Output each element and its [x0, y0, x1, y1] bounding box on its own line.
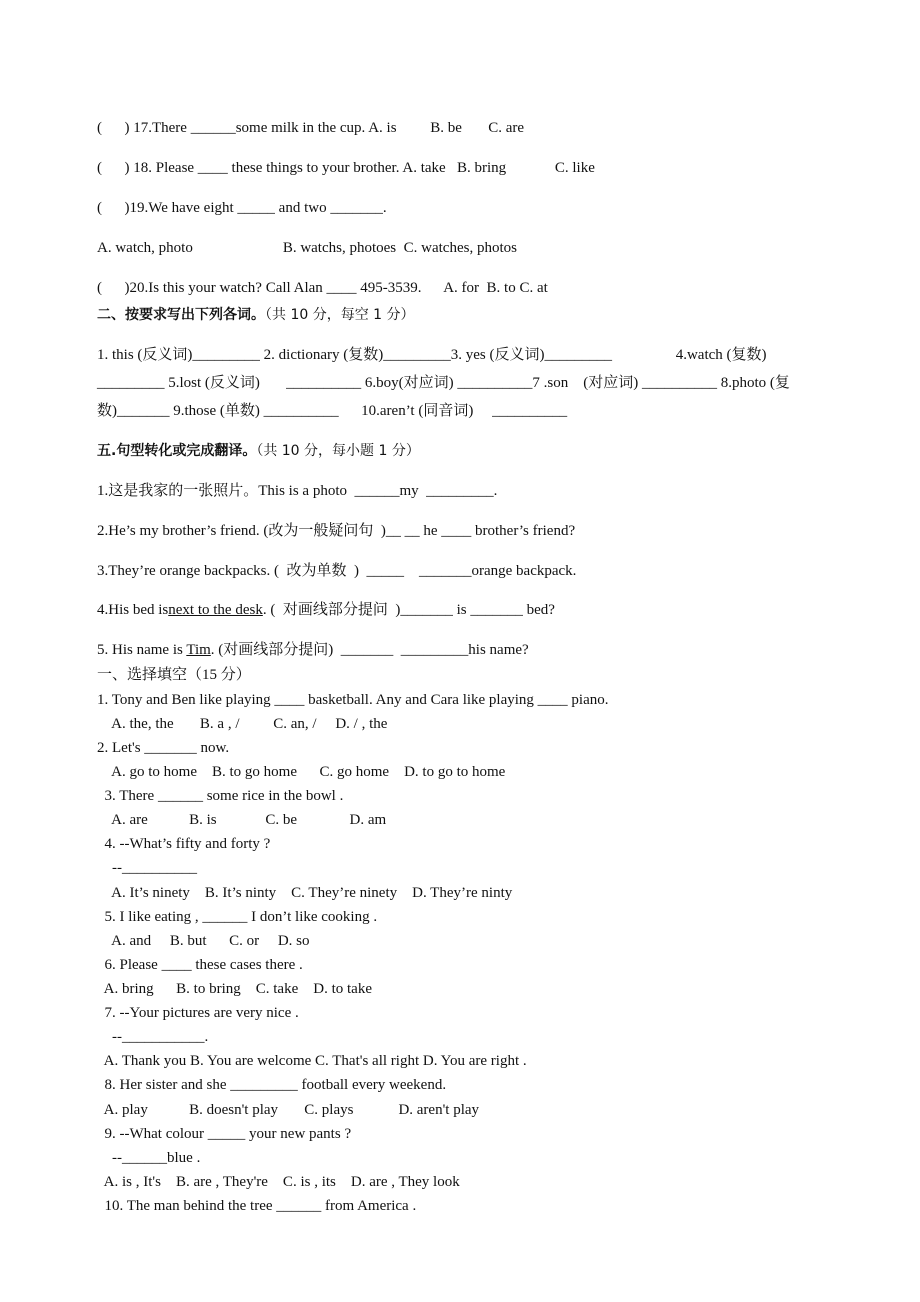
sentence-4-end: . ( 对画线部分提问 )_______ is _______ bed?: [262, 602, 555, 618]
sentence-4-start: 4.His bed is: [97, 602, 169, 618]
section-1-line: A. are B. is C. be D. am: [97, 812, 387, 828]
section-1-line: A. It’s ninety B. It’s ninty C. They’re ninety D. They’re ninty: [97, 885, 513, 901]
section-1-line: A. Thank you B. You are welcome C. That's all right D. You are right .: [97, 1053, 527, 1069]
section-1-line: 5. I like eating , ______ I don’t like cooking .: [97, 909, 378, 925]
section-1-line: --___________.: [97, 1029, 209, 1045]
section-1-line: 7. --Your pictures are very nice .: [97, 1005, 299, 1021]
sentence-5-underlined: Tim: [186, 642, 211, 658]
section-5-title: 五.句型转化或完成翻译。: [97, 443, 257, 459]
sentence-5-end: . (对画线部分提问) _______ _________his name?: [210, 642, 529, 658]
section-1-line: --__________: [97, 860, 197, 876]
sentence-5-start: 5. His name is: [97, 642, 187, 658]
section-1-line: 9. --What colour _____ your new pants ?: [97, 1126, 352, 1142]
section-2-heading: [97, 305, 415, 325]
section-5-sentence-3: 3.They’re orange backpacks. ( 改为单数 ) _____ _______orange backpack.: [97, 563, 577, 579]
question-17: ( ) 17.There ______some milk in the cup. A. is B. be C. are: [97, 120, 525, 136]
section-1-line: 3. There ______ some rice in the bowl .: [97, 788, 344, 804]
section-1-line: 4. --What’s fifty and forty ?: [97, 836, 271, 852]
section-1-line: A. is , It's B. are , They're C. is , its D. are , They look: [97, 1174, 460, 1190]
section-1-line: A. the, the B. a , / C. an, / D. / , the: [97, 716, 388, 732]
section-2-title: 二、按要求写出下列各词。: [97, 307, 265, 323]
section-1-line: A. and B. but C. or D. so: [97, 933, 310, 949]
section-1-line: 10. The man behind the tree ______ from America .: [97, 1198, 417, 1214]
section-5-note: （共 10 分，每小题 1 分）: [256, 443, 420, 459]
section-5-sentence-5: [97, 640, 529, 660]
section-1-line: A. play B. doesn't play C. plays D. aren't play: [97, 1102, 480, 1118]
question-18: ( ) 18. Please ____ these things to your brother. A. take B. bring C. like: [97, 160, 595, 176]
section-1-line: 8. Her sister and she _________ football every weekend.: [97, 1077, 447, 1093]
section-2-line-1: 1. this (反义词)_________ 2. dictionary (复数)_________3. yes (反义词)_________ 4.watch (复数): [97, 347, 767, 363]
section-1-line: A. go to home B. to go home C. go home D. to go to home: [97, 764, 506, 780]
section-5-sentence-1: 1.这是我家的一张照片。This is a photo ______my _________.: [97, 483, 498, 499]
section-5-sentence-2: 2.He’s my brother’s friend. (改为一般疑问句 )__ __ he ____ brother’s friend?: [97, 523, 576, 539]
question-19: ( )19.We have eight _____ and two _______.: [97, 200, 387, 216]
section-2-line-3: 数)_______ 9.those (单数) __________ 10.aren’t (同音词) __________: [97, 403, 568, 419]
sentence-4-underlined: next to the desk: [168, 602, 263, 618]
section-1-title: 一、选择填空（15 分）: [97, 667, 251, 683]
section-1-line: --______blue .: [97, 1150, 201, 1166]
section-5-heading: [97, 441, 420, 461]
section-2-line-2: _________ 5.lost (反义词) __________ 6.boy(对应词) __________7 .son (对应词) __________ 8.photo (复: [97, 375, 790, 391]
section-1-line: 1. Tony and Ben like playing ____ basketball. Any and Cara like playing ____ piano.: [97, 692, 609, 708]
section-5-sentence-4: [97, 600, 555, 620]
section-1-line: A. bring B. to bring C. take D. to take: [97, 981, 372, 997]
question-19-options: A. watch, photo B. watchs, photoes C. watches, photos: [97, 240, 517, 256]
section-2-note: （共 10 分，每空 1 分）: [265, 307, 415, 323]
question-20: ( )20.Is this your watch? Call Alan ____ 495-3539. A. for B. to C. at: [97, 280, 548, 296]
section-1-line: 2. Let's _______ now.: [97, 740, 230, 756]
section-1-line: 6. Please ____ these cases there .: [97, 957, 303, 973]
